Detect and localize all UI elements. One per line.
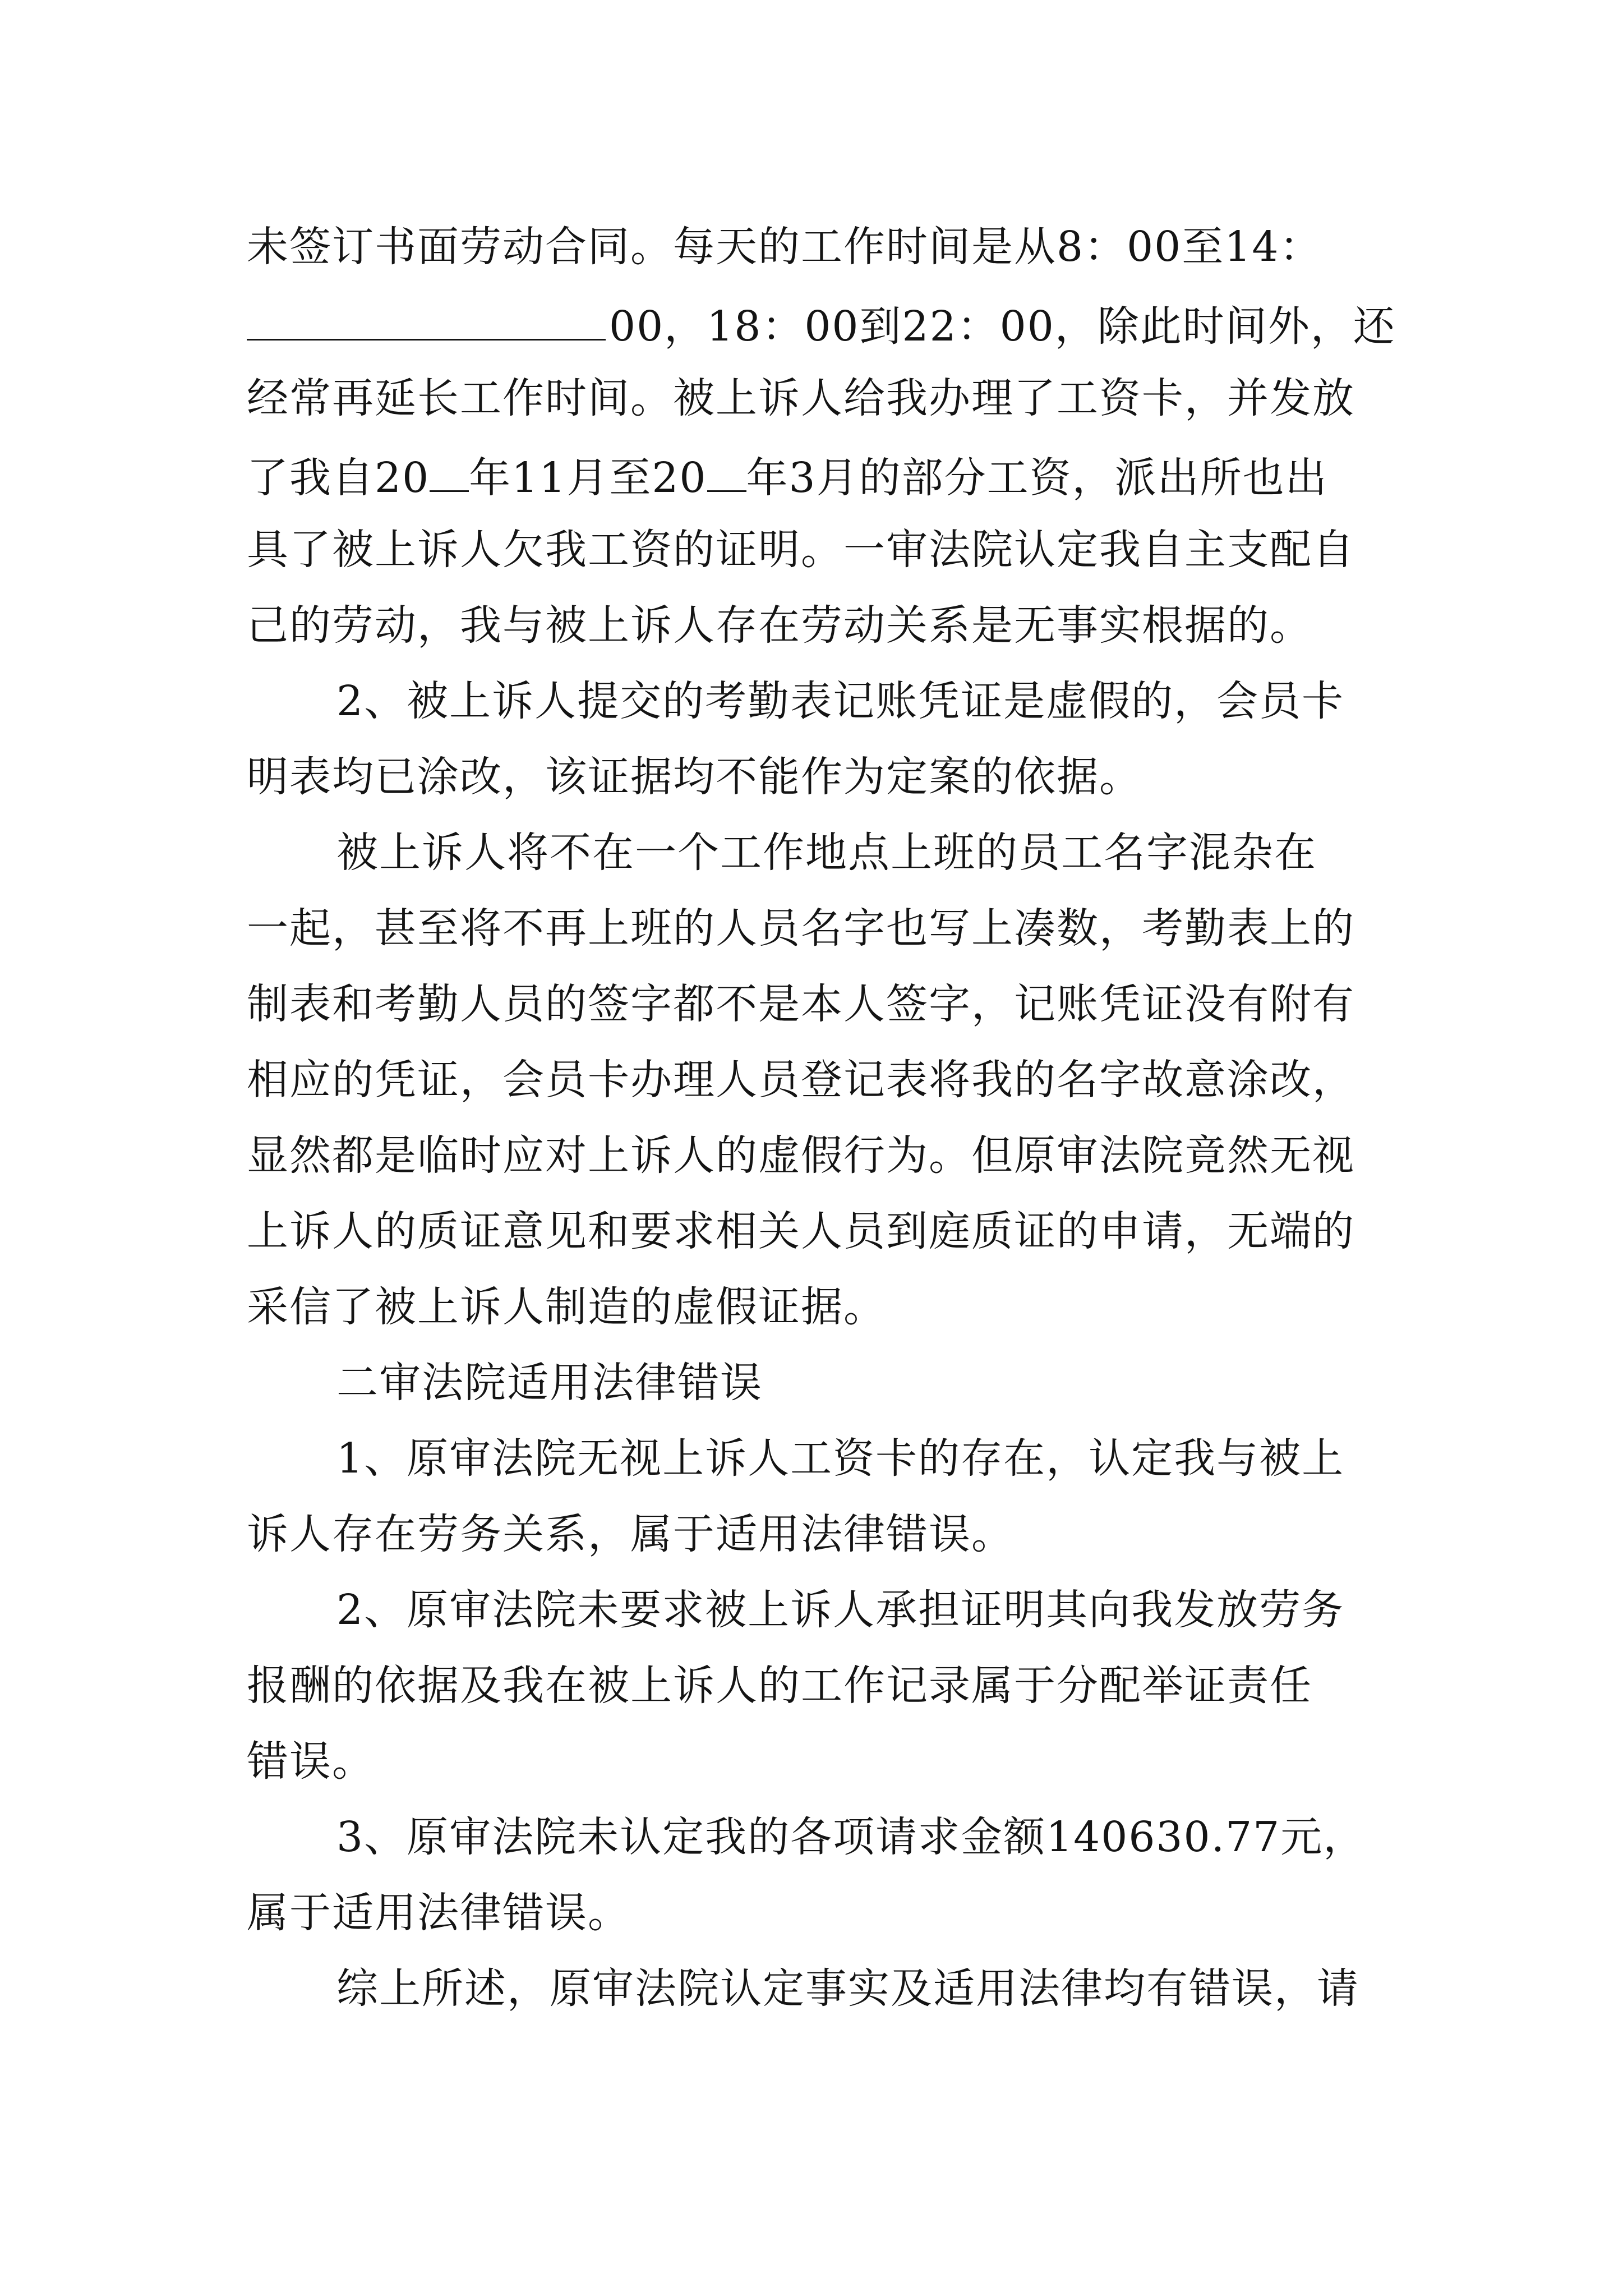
text-line-4-part-2: 年11月至20: [469, 454, 707, 502]
text-line-23: 属于适用法律错误。: [247, 1889, 630, 1937]
text-line-4-part-3: 年3月的部分工资，派出所也出: [746, 454, 1328, 502]
text-line-15: 采信了被上诉人制造的虚假证据。: [247, 1283, 886, 1331]
text-line-6: 己的劳动，我与被上诉人存在劳动关系是无事实根据的。: [247, 601, 1312, 650]
text-line-9: 被上诉人将不在一个工作地点上班的员工名字混杂在: [336, 829, 1317, 877]
text-line-12: 相应的凭证，会员卡办理人员登记表将我的名字故意涂改，: [247, 1056, 1355, 1104]
text-line-2: [247, 297, 1396, 351]
text-line-24: 综上所述，原审法院认定事实及适用法律均有错误，请: [336, 1964, 1359, 2013]
text-line-7: 2、被上诉人提交的考勤表记账凭证是虚假的，会员卡: [336, 677, 1345, 725]
text-line-18: 诉人存在劳务关系，属于适用法律错误。: [247, 1510, 1014, 1558]
text-line-3: 经常再延长工作时间。被上诉人给我办理了工资卡，并发放: [247, 374, 1355, 422]
blank-underline: [430, 449, 469, 492]
text-line-14: 上诉人的质证意见和要求相关人员到庭质证的申请，无端的: [247, 1207, 1355, 1255]
text-line-5: 具了被上诉人欠我工资的证明。一审法院认定我自主支配自: [247, 526, 1355, 574]
text-line-10: 一起，甚至将不再上班的人员名字也写上凑数，考勤表上的: [247, 904, 1355, 953]
section-heading: 二审法院适用法律错误: [336, 1359, 763, 1407]
text-line-17: 1、原审法院无视上诉人工资卡的存在，认定我与被上: [336, 1434, 1345, 1483]
text-line-2-content: 00，18：00到22：00，除此时间外，还: [609, 302, 1396, 351]
text-line-1: 未签订书面劳动合同。每天的工作时间是从8：00至14：: [247, 223, 1322, 271]
blank-underline: [247, 297, 606, 341]
text-line-21: 错误。: [247, 1737, 375, 1786]
text-line-8: 明表均已涂改，该证据均不能作为定案的依据。: [247, 753, 1142, 801]
text-line-11: 制表和考勤人员的签字都不是本人签字，记账凭证没有附有: [247, 980, 1355, 1028]
text-line-20: 报酬的依据及我在被上诉人的工作记录属于分配举证责任: [247, 1662, 1312, 1710]
text-line-13: 显然都是临时应对上诉人的虚假行为。但原审法院竟然无视: [247, 1131, 1355, 1180]
text-line-4-part-1: 了我自20: [247, 454, 430, 502]
text-line-22: 3、原审法院未认定我的各项请求金额140630.77元，: [336, 1813, 1366, 1861]
text-line-19: 2、原审法院未要求被上诉人承担证明其向我发放劳务: [336, 1586, 1345, 1634]
blank-underline: [707, 449, 746, 492]
text-line-4: [247, 449, 1328, 502]
